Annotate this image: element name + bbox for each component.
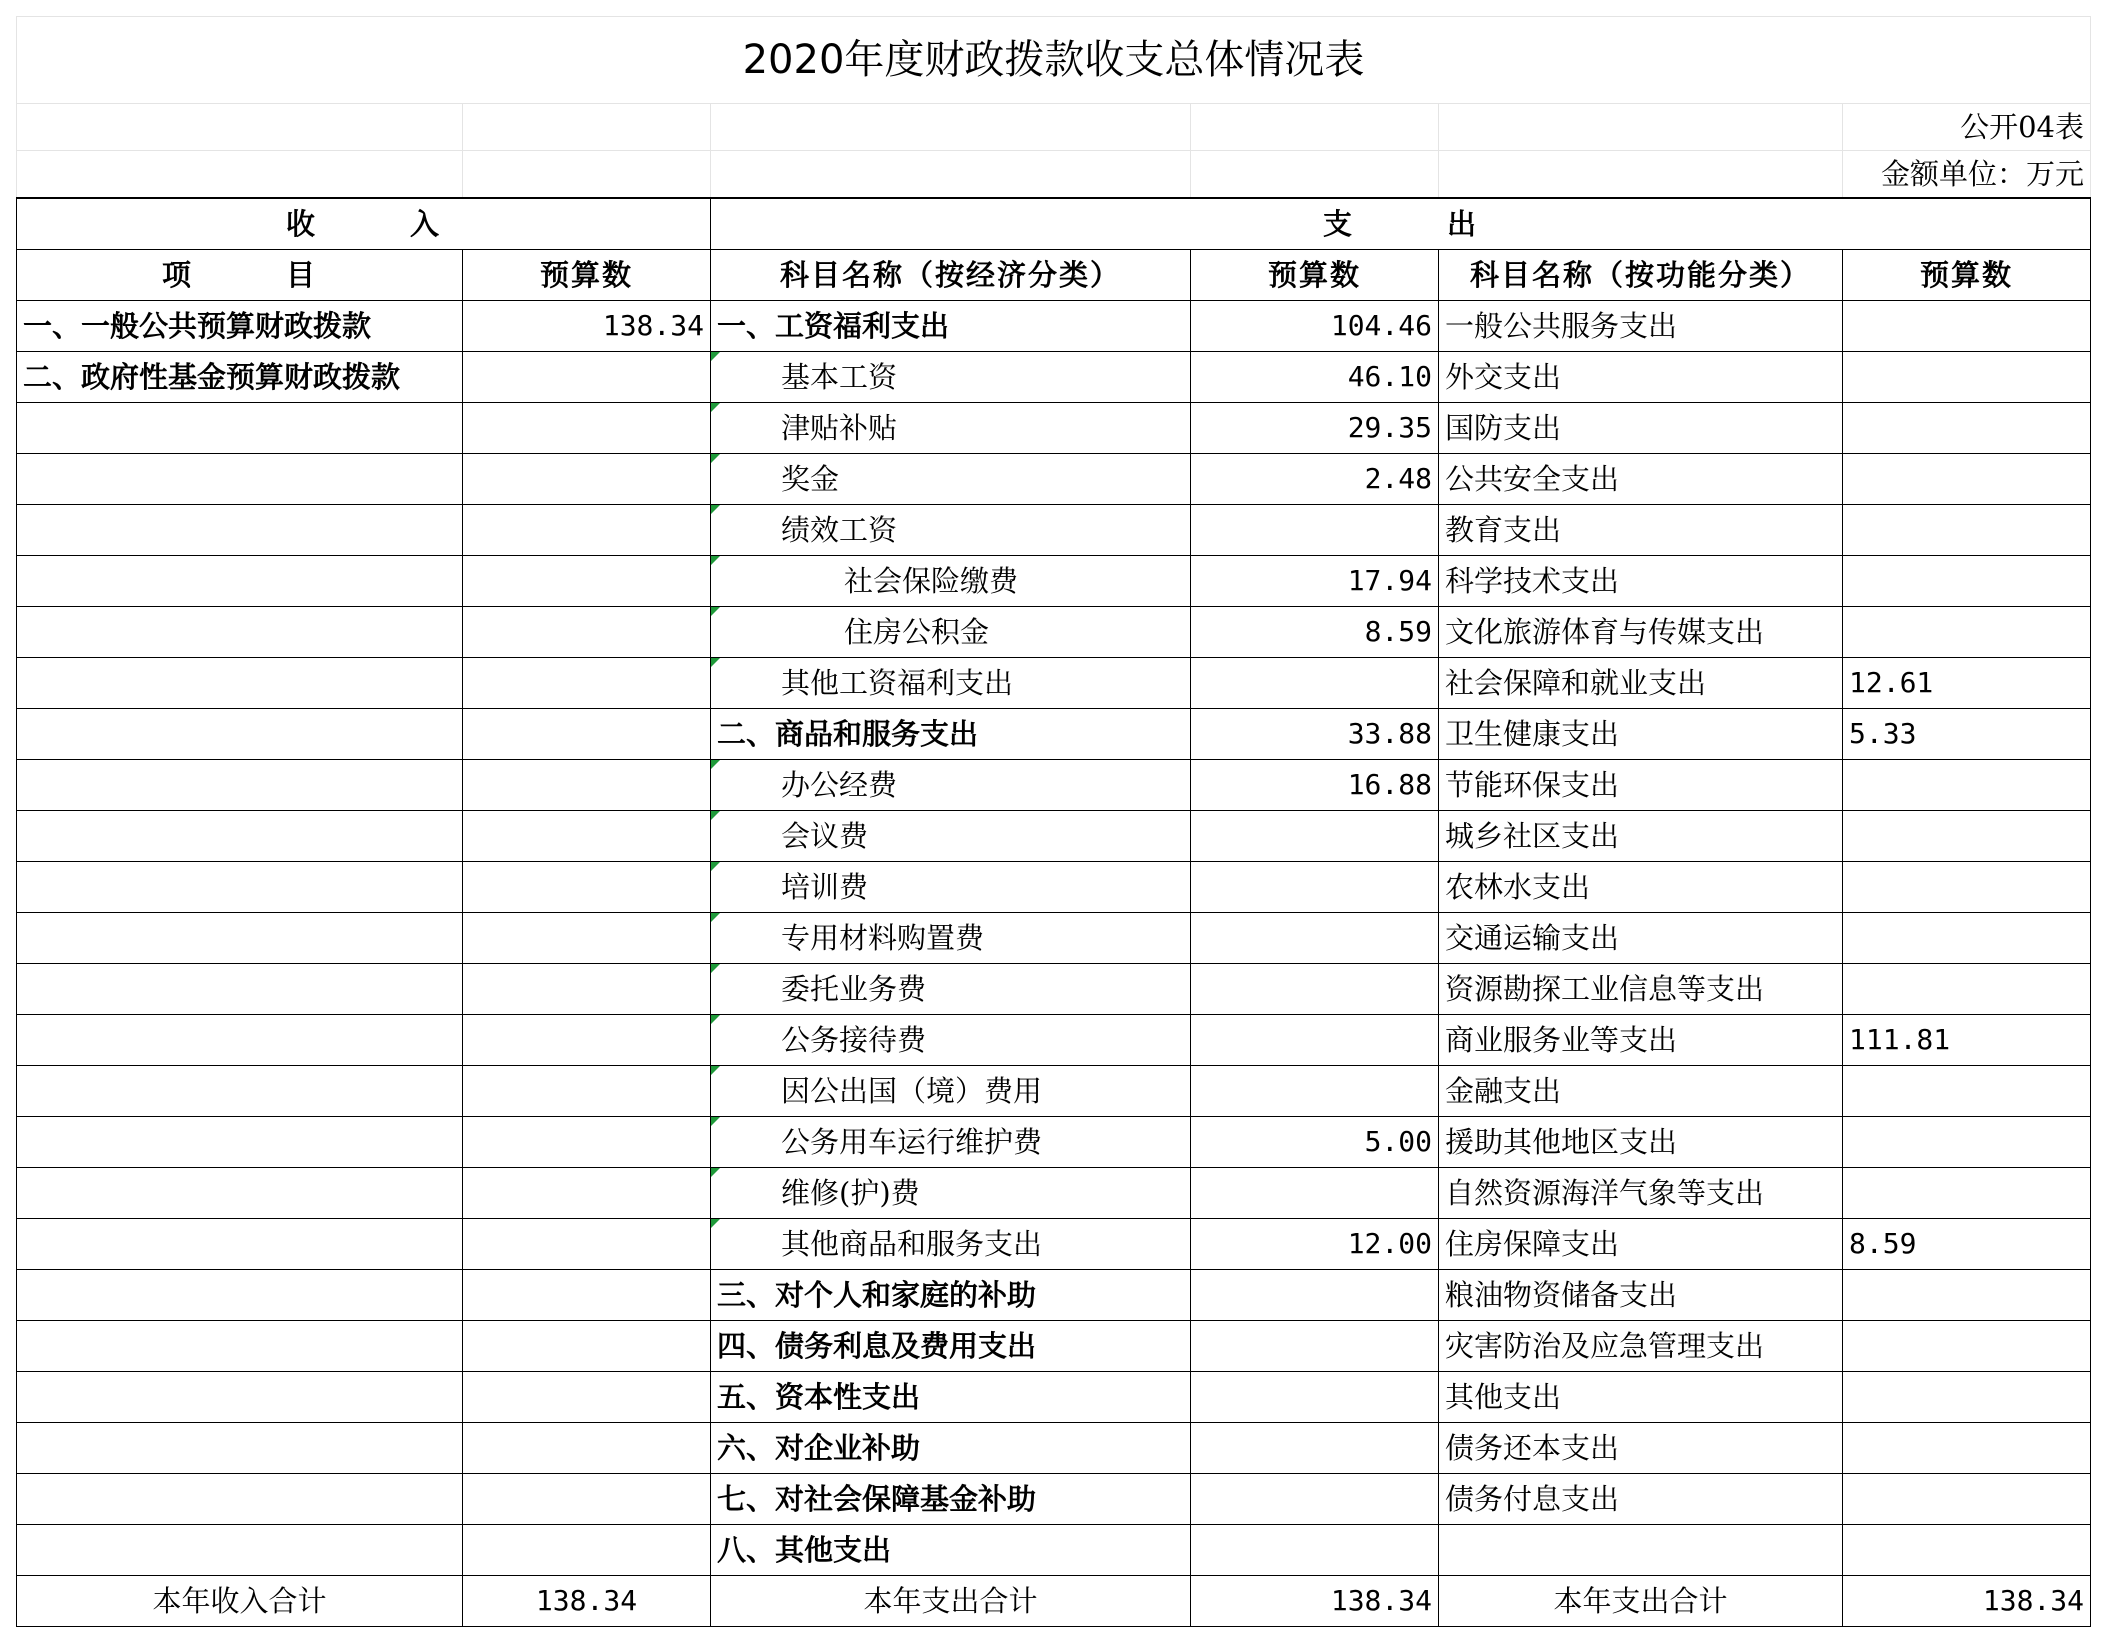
- table-row: [17, 1525, 2091, 1576]
- income-value: [463, 811, 711, 862]
- func-category: [1439, 1525, 1843, 1576]
- func-value: [1843, 505, 2091, 556]
- func-value: [1843, 913, 2091, 964]
- func-category: 金融支出: [1439, 1066, 1843, 1117]
- func-category: 城乡社区支出: [1439, 811, 1843, 862]
- econ-value: [1191, 913, 1439, 964]
- func-value: [1843, 1474, 2091, 1525]
- func-value: [1843, 811, 2091, 862]
- table-row: [17, 760, 2091, 811]
- econ-category: 津贴补贴: [711, 403, 1191, 454]
- econ-category: 基本工资: [711, 352, 1191, 403]
- econ-category: 二、商品和服务支出: [711, 709, 1191, 760]
- income-value: [463, 1015, 711, 1066]
- income-total-label: 本年收入合计: [17, 1576, 463, 1627]
- func-value: [1843, 1270, 2091, 1321]
- func-value: 111.81: [1843, 1015, 2091, 1066]
- income-item: [17, 709, 463, 760]
- econ-value: 8.59: [1191, 607, 1439, 658]
- econ-value: 29.35: [1191, 403, 1439, 454]
- econ-value: 46.10: [1191, 352, 1439, 403]
- econ-category: 公务用车运行维护费: [711, 1117, 1191, 1168]
- econ-category: 社会保险缴费: [711, 556, 1191, 607]
- income-value: [463, 607, 711, 658]
- econ-value: [1191, 1423, 1439, 1474]
- income-item: [17, 964, 463, 1015]
- income-item: 二、政府性基金预算财政拨款: [17, 352, 463, 403]
- income-value: [463, 760, 711, 811]
- func-value: [1843, 1066, 2091, 1117]
- econ-value: [1191, 1474, 1439, 1525]
- table-row: [17, 964, 2091, 1015]
- econ-value: 16.88: [1191, 760, 1439, 811]
- econ-value: [1191, 1168, 1439, 1219]
- econ-category: 一、工资福利支出: [711, 301, 1191, 352]
- econ-value: 12.00: [1191, 1219, 1439, 1270]
- item-header: 项 目: [17, 250, 463, 301]
- func-value: [1843, 403, 2091, 454]
- func-value: 8.59: [1843, 1219, 2091, 1270]
- budget-sheet: [16, 16, 2090, 1627]
- table-row: [17, 1270, 2091, 1321]
- econ-value: [1191, 1066, 1439, 1117]
- func-value: [1843, 1372, 2091, 1423]
- totals-row: [17, 1576, 2091, 1627]
- econ-category: 培训费: [711, 862, 1191, 913]
- func-category: 住房保障支出: [1439, 1219, 1843, 1270]
- econ-value: [1191, 862, 1439, 913]
- econ-category: 奖金: [711, 454, 1191, 505]
- econ-category: 八、其他支出: [711, 1525, 1191, 1576]
- func-value: 5.33: [1843, 709, 2091, 760]
- func-category: 援助其他地区支出: [1439, 1117, 1843, 1168]
- econ-category: 其他商品和服务支出: [711, 1219, 1191, 1270]
- func-category: 债务还本支出: [1439, 1423, 1843, 1474]
- income-value: [463, 709, 711, 760]
- income-item: [17, 658, 463, 709]
- econ-category: 办公经费: [711, 760, 1191, 811]
- column-header-row: [17, 250, 2091, 301]
- econ-category: 五、资本性支出: [711, 1372, 1191, 1423]
- econ-category: 维修(护)费: [711, 1168, 1191, 1219]
- econ-category: 其他工资福利支出: [711, 658, 1191, 709]
- form-no-row: [17, 104, 2091, 151]
- income-value: [463, 913, 711, 964]
- table-row: [17, 1168, 2091, 1219]
- func-category-header: 科目名称（按功能分类）: [1439, 250, 1843, 301]
- table-row: [17, 1219, 2091, 1270]
- func-category: 国防支出: [1439, 403, 1843, 454]
- func-value: 12.61: [1843, 658, 2091, 709]
- income-value: [463, 454, 711, 505]
- table-row: [17, 301, 2091, 352]
- econ-category: 专用材料购置费: [711, 913, 1191, 964]
- func-category: 节能环保支出: [1439, 760, 1843, 811]
- unit-row: [17, 151, 2091, 199]
- income-value: [463, 1321, 711, 1372]
- econ-value: [1191, 811, 1439, 862]
- income-value: [463, 505, 711, 556]
- table-row: [17, 1117, 2091, 1168]
- income-value: [463, 862, 711, 913]
- func-value: [1843, 301, 2091, 352]
- func-category: 公共安全支出: [1439, 454, 1843, 505]
- budget-table: [16, 16, 2091, 1627]
- func-category: 商业服务业等支出: [1439, 1015, 1843, 1066]
- table-row: [17, 913, 2091, 964]
- func-value: [1843, 607, 2091, 658]
- func-category: 债务付息支出: [1439, 1474, 1843, 1525]
- table-row: [17, 709, 2091, 760]
- econ-category: 住房公积金: [711, 607, 1191, 658]
- func-category: 其他支出: [1439, 1372, 1843, 1423]
- table-row: [17, 1423, 2091, 1474]
- page-title: 2020年度财政拨款收支总体情况表: [17, 17, 2091, 104]
- income-value: [463, 1219, 711, 1270]
- func-value: [1843, 454, 2091, 505]
- income-value: [463, 1525, 711, 1576]
- func-budget-header: 预算数: [1843, 250, 2091, 301]
- income-value: [463, 403, 711, 454]
- income-value: [463, 1117, 711, 1168]
- econ-category: 三、对个人和家庭的补助: [711, 1270, 1191, 1321]
- income-value: [463, 1270, 711, 1321]
- title-row: [17, 17, 2091, 104]
- table-row: [17, 658, 2091, 709]
- func-category: 自然资源海洋气象等支出: [1439, 1168, 1843, 1219]
- func-category: 科学技术支出: [1439, 556, 1843, 607]
- func-category: 灾害防治及应急管理支出: [1439, 1321, 1843, 1372]
- income-section-header: 收 入: [17, 198, 711, 250]
- func-value: [1843, 352, 2091, 403]
- table-row: [17, 1474, 2091, 1525]
- func-category: 粮油物资储备支出: [1439, 1270, 1843, 1321]
- func-value: [1843, 862, 2091, 913]
- econ-value: [1191, 964, 1439, 1015]
- table-row: [17, 556, 2091, 607]
- econ-value: [1191, 1525, 1439, 1576]
- econ-value: [1191, 1372, 1439, 1423]
- income-item: [17, 1321, 463, 1372]
- table-row: [17, 454, 2091, 505]
- income-item: [17, 1117, 463, 1168]
- income-item: [17, 1474, 463, 1525]
- income-total-value: 138.34: [463, 1576, 711, 1627]
- func-category: 社会保障和就业支出: [1439, 658, 1843, 709]
- amount-unit: 金额单位：万元: [1843, 151, 2091, 199]
- func-category: 农林水支出: [1439, 862, 1843, 913]
- income-item: [17, 1423, 463, 1474]
- section-header-row: [17, 198, 2091, 250]
- table-row: [17, 811, 2091, 862]
- econ-value: 5.00: [1191, 1117, 1439, 1168]
- income-value: [463, 1474, 711, 1525]
- income-value: [463, 1423, 711, 1474]
- econ-category: 委托业务费: [711, 964, 1191, 1015]
- income-item: [17, 1015, 463, 1066]
- econ-category: 七、对社会保障基金补助: [711, 1474, 1191, 1525]
- func-value: [1843, 556, 2091, 607]
- econ-value: [1191, 505, 1439, 556]
- table-row: [17, 403, 2091, 454]
- table-row: [17, 862, 2091, 913]
- econ-value: [1191, 1270, 1439, 1321]
- income-value: 138.34: [463, 301, 711, 352]
- func-category: 文化旅游体育与传媒支出: [1439, 607, 1843, 658]
- econ-value: [1191, 658, 1439, 709]
- income-value: [463, 1372, 711, 1423]
- func-category: 一般公共服务支出: [1439, 301, 1843, 352]
- econ-value: [1191, 1015, 1439, 1066]
- func-total-value: 138.34: [1843, 1576, 2091, 1627]
- income-item: [17, 556, 463, 607]
- income-item: [17, 454, 463, 505]
- func-category: 外交支出: [1439, 352, 1843, 403]
- income-value: [463, 352, 711, 403]
- income-value: [463, 658, 711, 709]
- func-category: 教育支出: [1439, 505, 1843, 556]
- table-row: [17, 607, 2091, 658]
- income-item: [17, 862, 463, 913]
- income-value: [463, 964, 711, 1015]
- table-row: [17, 352, 2091, 403]
- income-item: [17, 1219, 463, 1270]
- income-value: [463, 1168, 711, 1219]
- income-item: [17, 811, 463, 862]
- econ-value: [1191, 1321, 1439, 1372]
- func-value: [1843, 1423, 2091, 1474]
- table-row: [17, 1321, 2091, 1372]
- income-item: [17, 1525, 463, 1576]
- econ-total-label: 本年支出合计: [711, 1576, 1191, 1627]
- func-value: [1843, 1525, 2091, 1576]
- income-budget-header: 预算数: [463, 250, 711, 301]
- econ-total-value: 138.34: [1191, 1576, 1439, 1627]
- econ-budget-header: 预算数: [1191, 250, 1439, 301]
- econ-value: 33.88: [1191, 709, 1439, 760]
- income-item: [17, 913, 463, 964]
- income-value: [463, 1066, 711, 1117]
- func-total-label: 本年支出合计: [1439, 1576, 1843, 1627]
- table-row: [17, 1372, 2091, 1423]
- expense-section-header: 支 出: [711, 198, 2091, 250]
- income-item: [17, 760, 463, 811]
- func-category: 交通运输支出: [1439, 913, 1843, 964]
- income-value: [463, 556, 711, 607]
- econ-category: 因公出国（境）费用: [711, 1066, 1191, 1117]
- func-value: [1843, 1168, 2091, 1219]
- form-number: 公开04表: [1843, 104, 2091, 151]
- func-value: [1843, 964, 2091, 1015]
- econ-value: 17.94: [1191, 556, 1439, 607]
- econ-category: 六、对企业补助: [711, 1423, 1191, 1474]
- func-category: 资源勘探工业信息等支出: [1439, 964, 1843, 1015]
- econ-category-header: 科目名称（按经济分类）: [711, 250, 1191, 301]
- income-item: [17, 1168, 463, 1219]
- income-item: 一、一般公共预算财政拨款: [17, 301, 463, 352]
- econ-category: 公务接待费: [711, 1015, 1191, 1066]
- econ-category: 会议费: [711, 811, 1191, 862]
- income-item: [17, 403, 463, 454]
- func-category: 卫生健康支出: [1439, 709, 1843, 760]
- income-item: [17, 607, 463, 658]
- econ-value: 104.46: [1191, 301, 1439, 352]
- func-value: [1843, 1321, 2091, 1372]
- income-item: [17, 505, 463, 556]
- table-row: [17, 505, 2091, 556]
- func-value: [1843, 760, 2091, 811]
- econ-category: 绩效工资: [711, 505, 1191, 556]
- income-item: [17, 1066, 463, 1117]
- econ-category: 四、债务利息及费用支出: [711, 1321, 1191, 1372]
- income-item: [17, 1270, 463, 1321]
- table-row: [17, 1015, 2091, 1066]
- econ-value: 2.48: [1191, 454, 1439, 505]
- func-value: [1843, 1117, 2091, 1168]
- table-row: [17, 1066, 2091, 1117]
- income-item: [17, 1372, 463, 1423]
